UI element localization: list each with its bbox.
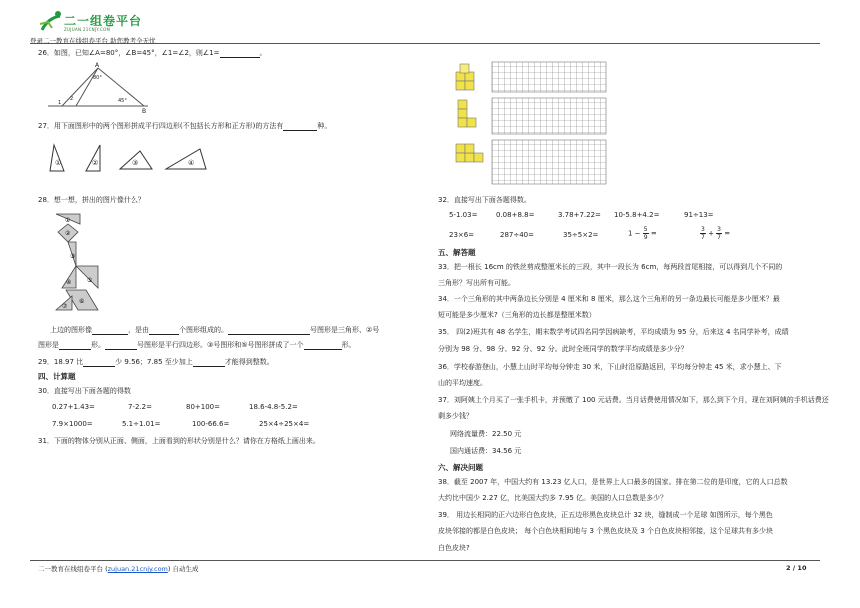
brand-subtitle: ZUJUAN.21CNJY.COM — [64, 27, 111, 32]
q32-r1c4: 10-5.8+4.2= — [614, 211, 660, 219]
angle-b-label: 45° — [118, 98, 127, 104]
q30-r1c4: 18.6-4.8-5.2= — [249, 403, 298, 411]
svg-text:⑤: ⑤ — [87, 277, 93, 284]
q32-r2c2: 287÷40= — [500, 231, 534, 239]
q28-tangram-figure — [52, 210, 112, 318]
q29-blank-1 — [83, 358, 115, 367]
svg-text:⑥: ⑥ — [79, 298, 85, 305]
svg-text:④: ④ — [66, 279, 72, 286]
q28-line1: 上边的图形像 ，是由 个图形组成的。 号图形是三角形、②号 — [50, 326, 380, 334]
q36-line1: 36．学校春游登山，小慧上山时平均每分钟走 30 米，下山时沿原路返回，平均每分钟走 45 米，求小慧上、下 — [438, 363, 782, 371]
q28-blank-2 — [149, 326, 179, 335]
footer-divider — [30, 560, 820, 561]
shape-2-label: ② — [92, 159, 99, 167]
angle-1-label: 1 — [58, 100, 62, 106]
runner-logo-icon — [38, 10, 64, 34]
header-divider — [30, 43, 820, 44]
q39-line3: 白色皮块? — [438, 544, 470, 552]
q32-r1c1: 5-1.03= — [449, 211, 478, 219]
q34-line2: 短可能是多少厘米?（三角形的边长都是整厘米数） — [438, 311, 596, 319]
q27-shapes — [48, 143, 218, 173]
q32-r2c3: 35÷5×2= — [563, 231, 599, 239]
q38-line1: 38．截至 2007 年，中国大约有 13.23 亿人口，是世界上人口最多的国家。排在第二位的是印度，它的人口总数 — [438, 478, 788, 486]
cube-group-1 — [456, 64, 474, 90]
q38-line2: 大约比中国少 2.27 亿，比美国大约多 7.95 亿。美国的人口总数是多少？ — [438, 494, 668, 502]
q32-r2c1: 23×6= — [449, 231, 475, 239]
q33-line1: 33．把一根长 16cm 的铁丝剪成整厘米长的三段，其中一段长为 6cm，每两段首尾相接，可以得到几个不同的 — [438, 263, 783, 271]
svg-text:③: ③ — [70, 253, 76, 260]
q35-line2: 分别为 98 分、98 分、92 分、92 分。此时全班同学的数学平均成绩是多少分？ — [438, 345, 688, 353]
q28-line2: 图形是 形。 号图形是平行四边形。③号图形和⑤号图形拼成了一个 形。 — [38, 341, 356, 349]
q26-triangle-figure — [48, 62, 158, 114]
q39-line2: 皮块邻接的都是白色皮块； 每个白色块相间地与 3 个黑色皮块及 3 个白色皮块相邻接，这个足球共有多少块 — [438, 527, 774, 535]
cube-group-3 — [456, 144, 483, 162]
q32-r1c3: 3.78+7.22= — [558, 211, 601, 219]
section-4-heading: 四、计算题 — [38, 372, 76, 381]
vertex-b-label: B — [142, 108, 147, 115]
svg-text:①: ① — [65, 217, 71, 224]
q33-line2: 三角形？写出所有可能。 — [438, 279, 515, 287]
q28-blank-4 — [59, 341, 91, 350]
svg-text:②: ② — [65, 230, 71, 237]
shape-1 — [50, 145, 64, 171]
q37-line2: 剩多少钱？ — [438, 412, 473, 420]
section-6-heading: 六、解决问题 — [438, 463, 483, 472]
q37-line1: 37．刘阿姨上个月买了一张手机卡，并预缴了 100 元话费。当月话费使用情况如下，那么到下个月，现在刘阿姨的手机话费还 — [438, 396, 829, 404]
q30-r2c1: 7.9×1000= — [52, 420, 93, 428]
footer-link[interactable]: zujuan.21cnjy.com — [107, 565, 168, 573]
header-tagline: 登录二一教育在线组卷平台 助您教考全无忧 — [30, 37, 156, 45]
angle-a-label: 80° — [93, 75, 102, 81]
angle-2-label: 2 — [70, 96, 74, 102]
q26-blank — [220, 49, 260, 58]
shape-3-label: ③ — [132, 159, 139, 167]
q30-r1c3: 80+100= — [186, 403, 220, 411]
q28-blank-3 — [228, 326, 310, 335]
q30-r2c3: 100-66.6= — [192, 420, 230, 428]
page-number: 2 / 10 — [786, 564, 807, 572]
shape-1-label: ① — [55, 159, 62, 167]
shape-4-label: ④ — [188, 159, 195, 167]
q32-r1c5: 91÷13= — [684, 211, 714, 219]
q35-line1: 35． 四(2)班共有 48 名学生，期末数学考试四名同学因病缺考，平均成绩为 95 分，后来这 4 名同学补考，成绩 — [438, 328, 789, 336]
q31-views-figure — [450, 60, 610, 188]
q28-blank-1 — [92, 326, 128, 335]
q28-blank-5 — [105, 341, 137, 350]
q32-text: 32．直接写出下面各题得数。 — [438, 196, 531, 204]
q37-item-calls: 国内通话费：34.56 元 — [450, 447, 522, 455]
vertex-a-label: A — [95, 62, 100, 69]
q31-text: 31．下面的物体分别从正面、侧面，上面看到的形状分别是什么？请你在方格纸上画出来。 — [38, 437, 320, 445]
svg-text:⑦: ⑦ — [62, 303, 68, 310]
q39-line1: 39． 用边长相同的正六边形白色皮块，正五边形黑色皮块总计 32 块，缝制成一个足球 如图所示，每个黑色 — [438, 511, 773, 519]
q30-r1c2: 7-2.2= — [128, 403, 152, 411]
brand-title: 二一组卷平台 — [64, 14, 143, 28]
q29-blank-2 — [193, 358, 225, 367]
grid-paper-2 — [492, 98, 606, 134]
q30-text: 30．直接写出下面各题的得数 — [38, 387, 131, 395]
q29-text: 29．18.97 比 少 9.56；7.85 至少加上 才能得到整数。 — [38, 358, 274, 366]
q30-r1c1: 0.27+1.43= — [52, 403, 95, 411]
q30-r2c2: 5.1÷1.01= — [122, 420, 161, 428]
footer-text: 二一教育在线组卷平台 (zujuan.21cnjy.com) 自动生成 — [38, 565, 199, 573]
q32-fraction-2: $\frac{3}{7}$ + $\frac{3}{7}$ = — [701, 226, 731, 241]
q27-blank — [283, 122, 317, 131]
section-5-heading: 五、解答题 — [438, 248, 476, 257]
q32-fraction-1: 1 − $\frac{5}{9}$ = — [628, 226, 657, 241]
cube-group-2 — [458, 100, 476, 127]
q36-line2: 山的平均速度。 — [438, 379, 487, 387]
q37-item-network: 网络流量费：22.50 元 — [450, 430, 522, 438]
grid-paper-3 — [492, 140, 606, 184]
q32-r1c2: 0.08+8.8= — [496, 211, 535, 219]
shape-4 — [166, 149, 206, 169]
shape-2 — [86, 145, 100, 171]
q28-blank-6 — [304, 341, 342, 350]
grid-paper-1 — [492, 62, 606, 92]
q27-text: 27．用下面图形中的两个图形拼成平行四边形(不包括长方形和正方形)的方法有 种。 — [38, 122, 332, 130]
q26-text: 26．如图，已知∠A=80°，∠B=45°，∠1=∠2，则∠1= 。 — [38, 49, 267, 57]
q28-text: 28．想一想，拼出的图片像什么？ — [38, 196, 145, 204]
q34-line1: 34．一个三角形的其中两条边长分别是 4 厘米和 8 厘米，那么这个三角形的另一条边最长可能是多少厘米？最 — [438, 295, 780, 303]
q30-r2c4: 25×4÷25×4= — [259, 420, 310, 428]
